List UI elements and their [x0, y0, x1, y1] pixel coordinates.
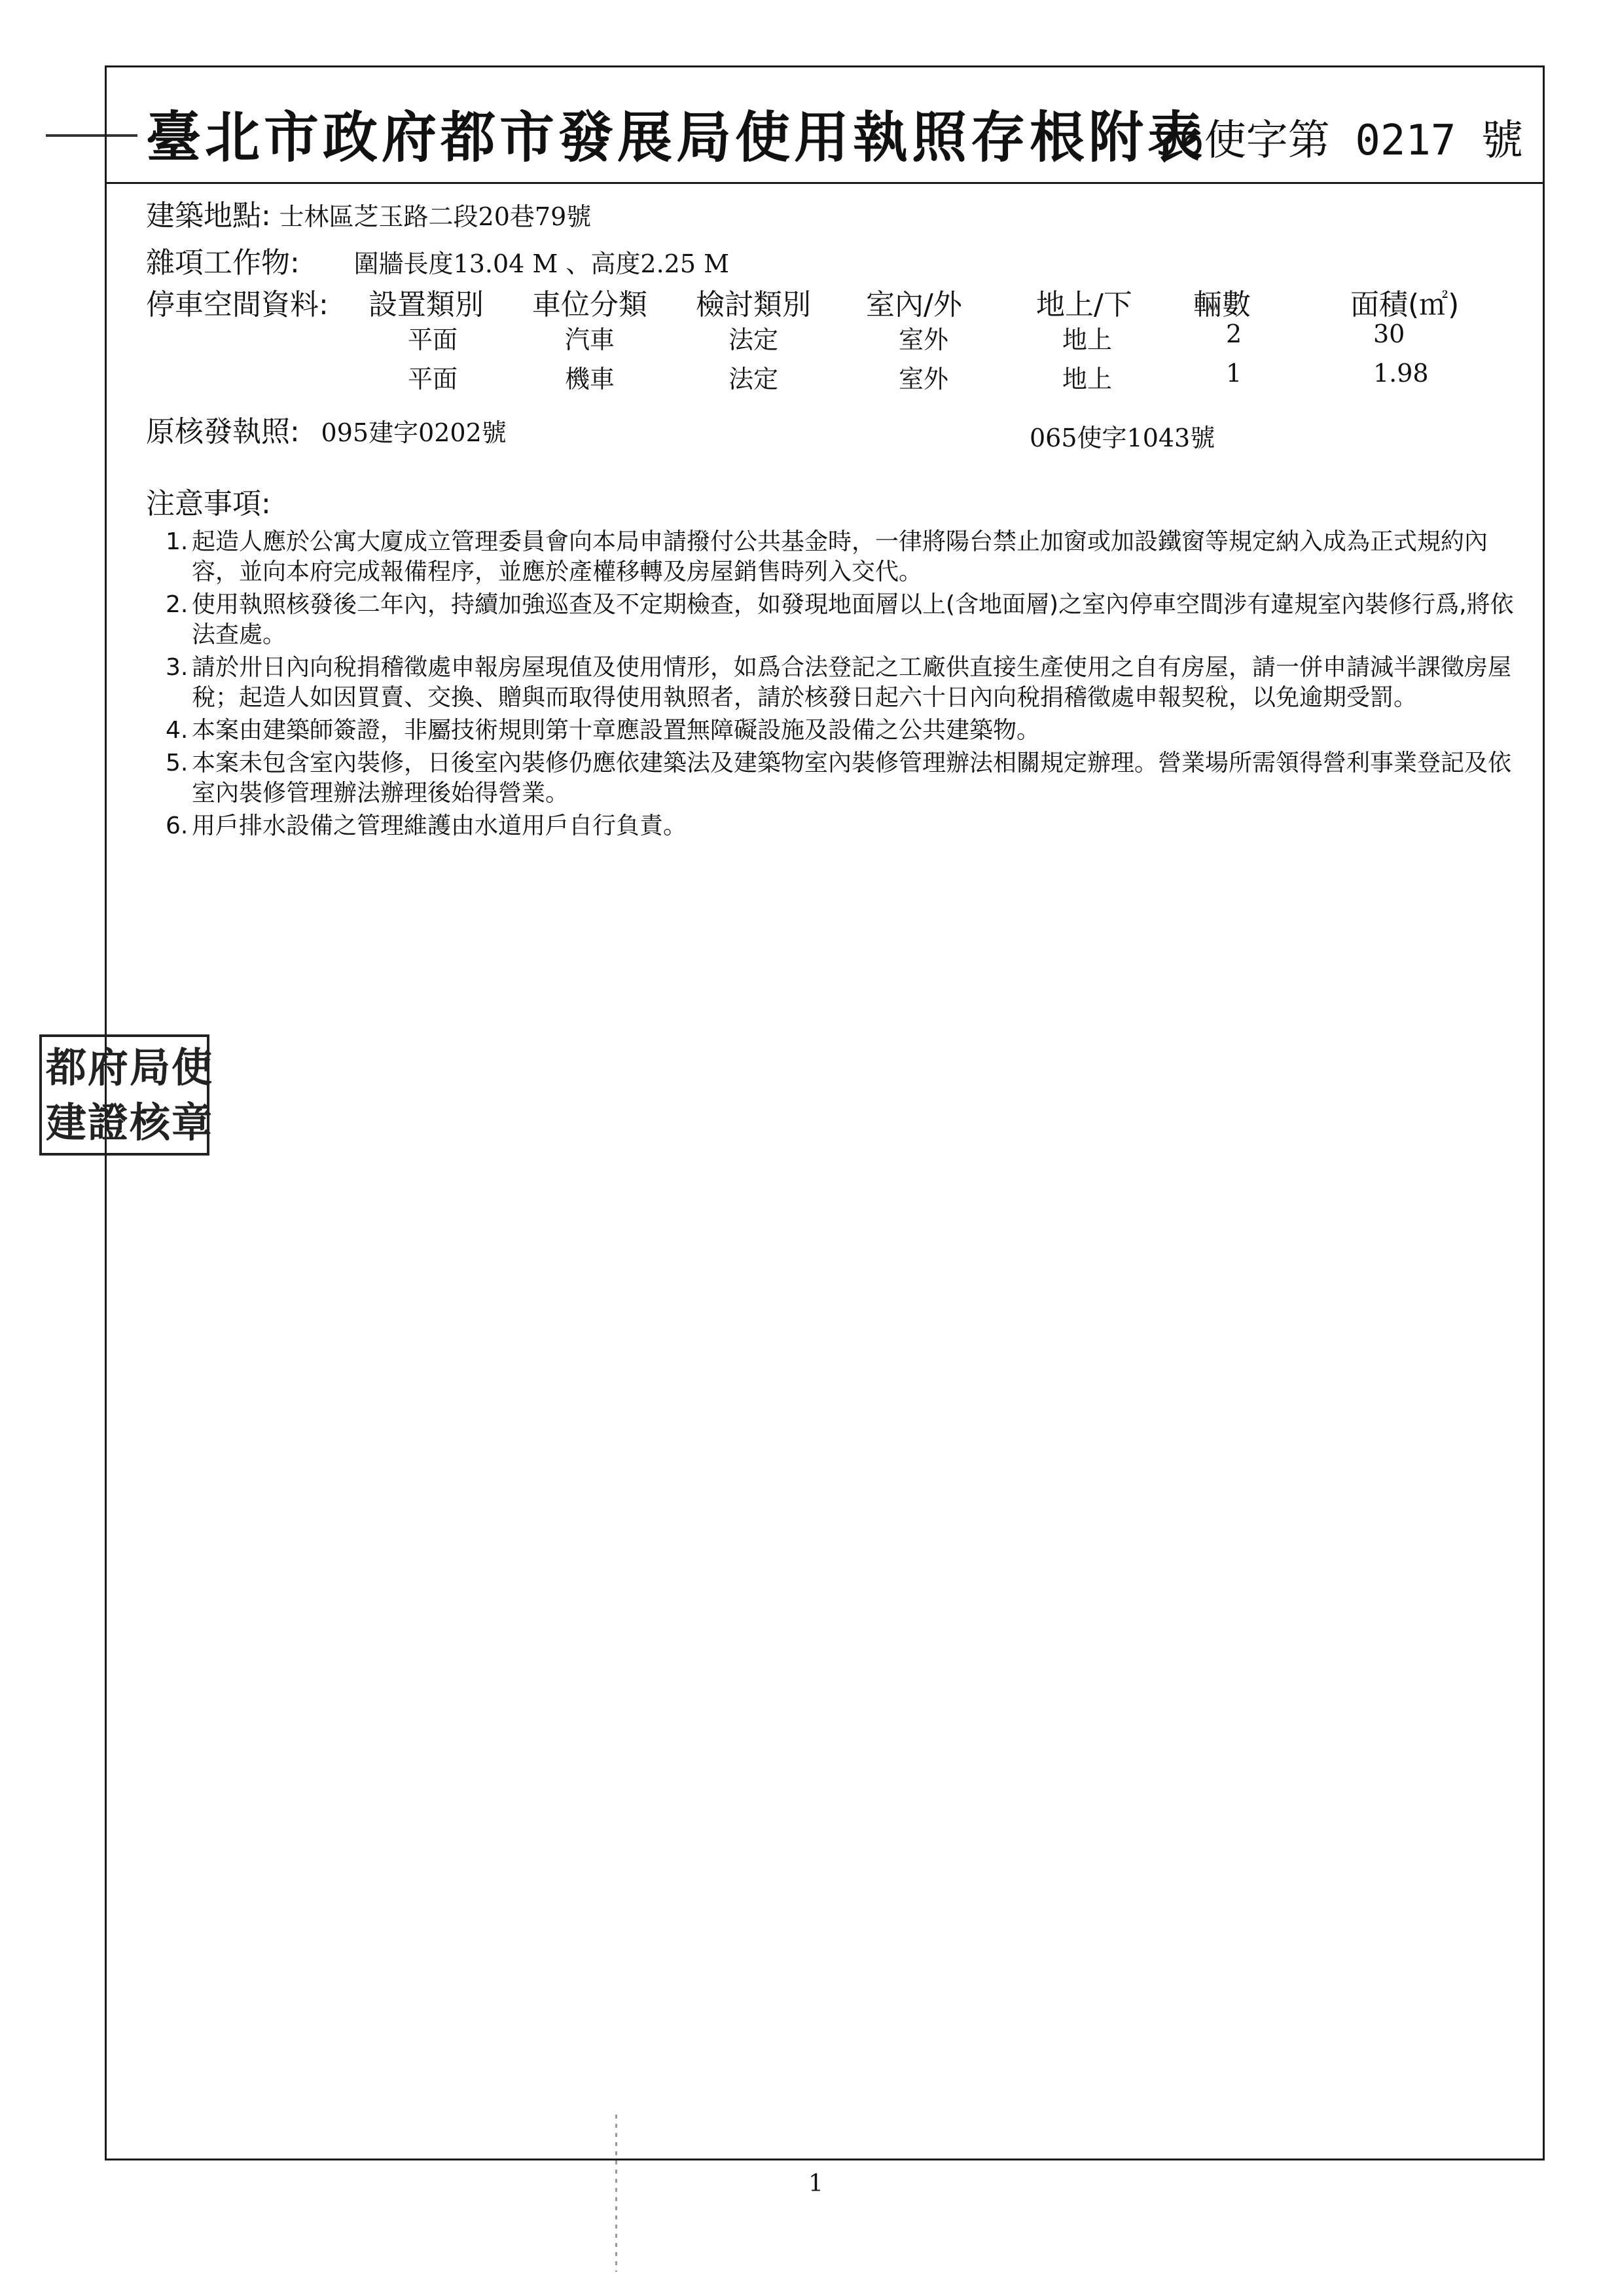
- parking-header-indoor: 室內/外: [866, 288, 962, 321]
- notes-title: 注意事項:: [146, 487, 271, 520]
- seal-char: 都: [46, 1044, 87, 1091]
- parking-cell: 地上: [1062, 365, 1113, 393]
- official-seal: [39, 1034, 213, 1156]
- parking-cell: 30: [1373, 319, 1405, 348]
- note-item: [146, 653, 1534, 713]
- note-item: [146, 716, 1534, 746]
- parking-cell: 1: [1226, 359, 1242, 388]
- note-item: [146, 811, 1534, 841]
- parking-cell: 1.98: [1373, 359, 1429, 388]
- seal-char: 府: [88, 1044, 129, 1091]
- note-text: 本案由建築師簽證，非屬技術規則第十章應設置無障礙設施及設備之公共建築物。: [192, 717, 1041, 744]
- parking-cell: 法定: [728, 365, 779, 393]
- parking-header-review: 檢討類別: [696, 288, 811, 321]
- seal-char: 章: [171, 1099, 213, 1146]
- site-row: [146, 192, 591, 234]
- seal-char: 局: [130, 1044, 171, 1091]
- parking-header-count: 輛數: [1193, 288, 1251, 321]
- parking-cell: 法定: [728, 325, 779, 354]
- parking-label-row: [146, 281, 329, 323]
- note-text: 使用執照核發後二年內，持續加強巡查及不定期檢查，如發現地面層以上(含地面層)之室內停車空間涉有違規室內裝修行爲,將依法查處。: [192, 591, 1514, 648]
- note-item: [146, 527, 1534, 587]
- parking-cell: 2: [1226, 319, 1242, 348]
- fold-mark: [615, 2115, 617, 2272]
- parking-label: 停車空間資料:: [146, 288, 329, 321]
- parking-cell: 室外: [899, 325, 949, 354]
- notes-section: [146, 480, 1534, 844]
- original-permit-value-2: 065使字1043號: [1030, 424, 1215, 452]
- misc-value: 圍牆長度13.04 M 、高度2.25 M: [353, 249, 729, 278]
- note-text: 本案未包含室內裝修，日後室內裝修仍應依建築法及建築物室內裝修管理辦法相關規定辦理。營業場所需領得營利事業登記及依室內裝修管理辦法辦理後始得營業。: [192, 750, 1512, 807]
- parking-cell: 機車: [565, 365, 615, 393]
- permit-number: 96使字第 0217 號: [1153, 117, 1523, 165]
- note-number: 3.: [166, 654, 189, 681]
- parking-cell: 地上: [1062, 325, 1113, 354]
- page-title: 臺北市政府都市發展局使用執照存根附表: [146, 105, 1207, 170]
- original-permit-row: [146, 408, 507, 450]
- seal-char: 建: [46, 1099, 87, 1146]
- parking-header-area: 面積(㎡): [1350, 288, 1460, 321]
- note-text: 用戶排水設備之管理維護由水道用戶自行負責。: [192, 812, 687, 839]
- site-value: 士林區芝玉路二段20巷79號: [279, 202, 592, 231]
- misc-row: [146, 239, 729, 281]
- note-text: 起造人應於公寓大廈成立管理委員會向本局申請撥付公共基金時，一律將陽台禁止加窗或加設鐵窗等規定納入成為正式規約內容，並向本府完成報備程序，並應於產權移轉及房屋銷售時列入交代。: [192, 528, 1488, 585]
- permit-form: [105, 65, 1545, 2160]
- parking-cell: 平面: [408, 325, 458, 354]
- note-number: 6.: [166, 812, 189, 839]
- seal-char: 使: [171, 1044, 213, 1091]
- note-number: 5.: [166, 750, 189, 776]
- seal-char: 核: [130, 1099, 171, 1146]
- seal-char: 證: [88, 1099, 129, 1146]
- parking-cell: 室外: [899, 365, 949, 393]
- parking-header-category: 車位分類: [532, 288, 647, 321]
- parking-cell: 平面: [408, 365, 458, 393]
- original-permit-label: 原核發執照:: [146, 415, 300, 448]
- note-item: [146, 590, 1534, 650]
- note-item: [146, 748, 1534, 809]
- note-number: 1.: [166, 528, 189, 555]
- original-permit-value: 095建字0202號: [321, 418, 507, 447]
- note-number: 4.: [166, 717, 189, 744]
- note-number: 2.: [166, 591, 189, 618]
- misc-label: 雜項工作物:: [146, 246, 300, 280]
- parking-cell: 汽車: [565, 325, 615, 354]
- title-row: [107, 67, 1543, 184]
- parking-header-type: 設置類別: [369, 288, 484, 321]
- note-text: 請於卅日內向稅捐稽徵處申報房屋現值及使用情形，如爲合法登記之工廠供直接生產使用之自有房屋，請一併申請減半課徵房屋稅；起造人如因買賣、交換、贈與而取得使用執照者，請於核發日起六十日內向稅捐稽徵處申報契稅，以免逾期受罰。: [192, 654, 1512, 711]
- page-number: 1: [808, 2170, 823, 2197]
- site-label: 建築地點:: [146, 199, 271, 232]
- parking-header-level: 地上/下: [1036, 288, 1132, 321]
